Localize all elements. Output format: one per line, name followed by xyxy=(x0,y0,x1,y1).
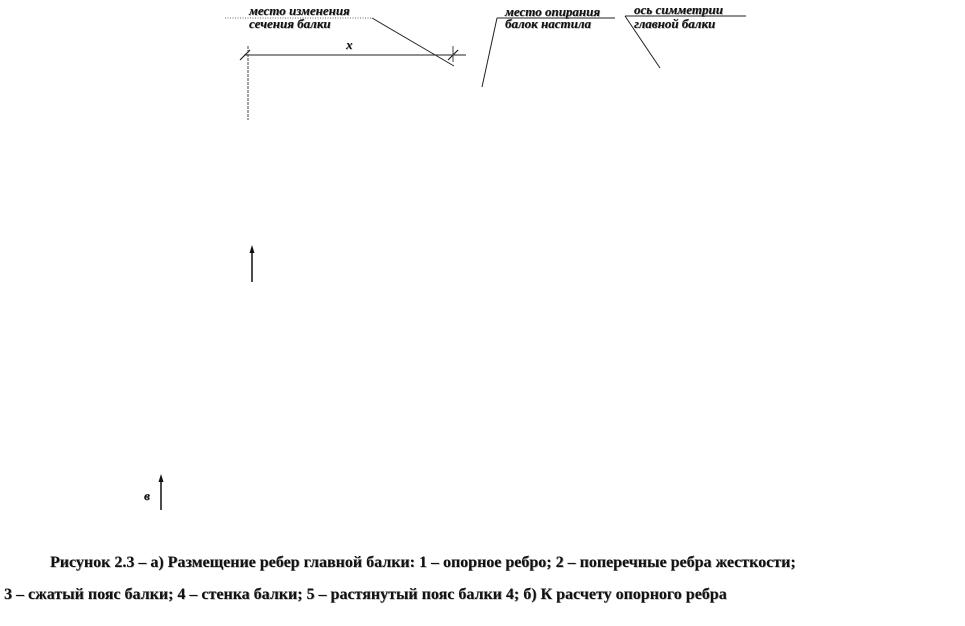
section-change-leader xyxy=(372,18,454,66)
section-change-label-2: сечения балки xyxy=(249,16,331,31)
figure-caption-line-1: Рисунок 2.3 – а) Размещение ребер главной балки: 1 – опорное ребро; 2 – поперечные ребра жесткости; xyxy=(50,554,796,571)
symmetry-label-1: ось симметрии xyxy=(634,2,723,17)
arrow-head-icon xyxy=(250,245,255,253)
support-label-1: место опирания xyxy=(505,4,601,19)
section-change-label-1: место изменения xyxy=(249,3,350,18)
support-leader xyxy=(482,18,497,87)
support-label-2: балок настила xyxy=(505,16,591,31)
dimension-x-label: x xyxy=(346,37,353,52)
b-label: в xyxy=(144,488,150,503)
figure-caption-line-2: 3 – сжатый пояс балки; 4 – стенка балки; 5 – растянутый пояс балки 4; б) К расчету опорного ребра xyxy=(4,586,727,603)
arrow-b-head-icon xyxy=(159,474,164,482)
symmetry-label-2: главной балки xyxy=(634,16,716,31)
